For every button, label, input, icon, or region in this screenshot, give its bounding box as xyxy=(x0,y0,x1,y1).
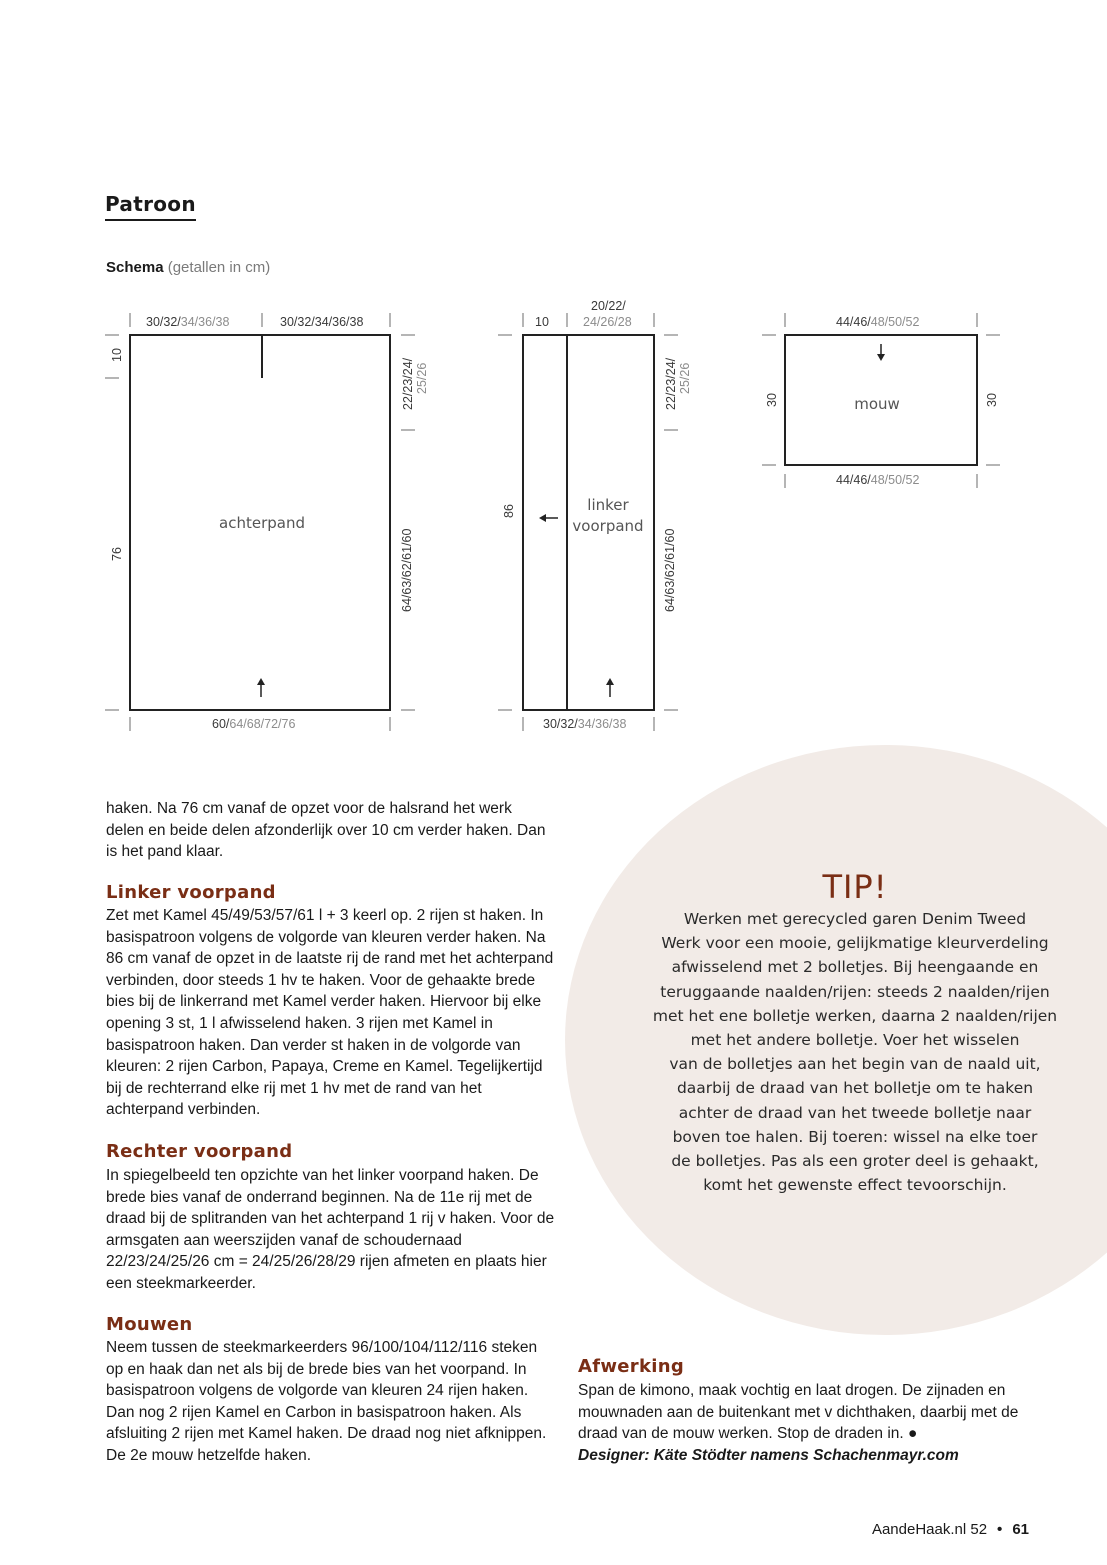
schema-subtitle: (getallen in cm) xyxy=(167,259,271,276)
linker-voorpand-heading: Linker voorpand xyxy=(106,882,276,903)
front-panel-label-line1: linker xyxy=(587,496,629,514)
linker-voorpand-text: Zet met Kamel 45/49/53/57/61 l + 3 keerl op. 2 rijen st haken. In basispatroon volgens de volgorde van kleuren verder haken. Na 86 cm vanaf de opzet in de laatste rij de rand met het achterpand verbinden, door steeds 1 hv te haken. Voor de gehaakte brede bies bij de linkerrand met Kamel verder haken. Hiervoor bij elke opening 3 st, 1 l afwisselend haken. 3 rijen met Kamel in basispatroon haken. Dan verder st haken in de volgorde van kleuren: 2 rijen Carbon, Papaya, Creme en Kamel. Tegelijkertijd bij de rechterrand elke rij met 1 hv met de rand van het achterpand verbinden. xyxy=(106,907,554,1119)
rechter-voorpand-heading: Rechter voorpand xyxy=(106,1141,293,1162)
afwerking-body: Span de kimono, maak vochtig en laat drogen. De zijnaden en mouwnaden aan de buitenkant met v dichthaken, daarbij met de draad van de mouw werken. Stop de draden in. ● xyxy=(578,1382,1019,1443)
back-left-upper-dim: 10 xyxy=(110,348,124,362)
front-right-upper-dim: 22/23/24/25/26 xyxy=(664,357,692,410)
back-right-upper-dim: 22/23/24/25/26 xyxy=(401,357,429,410)
intro-paragraph: haken. Na 76 cm vanaf de opzet voor de halsrand het werk delen en beide delen afzonderlijk over 10 cm verder haken. Dan is het pand klaar. xyxy=(106,800,546,861)
back-right-lower-dim: 64/63/62/61/60 xyxy=(400,528,414,612)
afwerking-text xyxy=(578,1380,1038,1466)
up-arrow-icon xyxy=(606,678,614,697)
afwerking-heading: Afwerking xyxy=(578,1356,685,1377)
pattern-heading: Patroon xyxy=(105,192,196,221)
front-top-wide-dim-line2: 24/26/28 xyxy=(583,315,632,329)
front-panel-label-line2: voorpand xyxy=(572,517,644,535)
mouwen-text: Neem tussen de steekmarkeerders 96/100/104/112/116 steken op en haak dan net als bij de brede bies van het voorpand. In basispatroon volgens de volgorde van kleuren 24 rijen haken. Dan nog 2 rijen Kamel en Carbon in basispatroon haken. Als afsluiting 2 rijen met Kamel haken. De draad nog niet afknippen. De 2e mouw hetzelfde haken. xyxy=(106,1339,547,1464)
down-arrow-icon xyxy=(877,344,885,361)
mouwen-heading: Mouwen xyxy=(106,1314,193,1335)
tip-title: TIP! xyxy=(822,868,888,906)
up-arrow-icon xyxy=(257,678,265,697)
tip-text: Werken met gerecycled garen Denim Tweed Werk voor een mooie, gelijkmatige kleurverdeling afwisselend met 2 bolletjes. Bij heengaande en teruggaande naalden/rijen: steeds 2 naalden/rijen met het ene bolletje werken, daarna 2 naalden/rijen met het andere bolletje. Voer het wisselen van de bolletjes aan het begin van de naald uit, daarbij de draad van het bolletje om te haken achter de draad van het tweede bolletje naar boven toe halen. Bij toeren: wissel na elke toer de bolletjes. Pas als een groter deel is gehaakt, komt het gewenste effect tevoorschijn. xyxy=(652,910,1058,1195)
front-panel-diagram xyxy=(502,299,692,731)
front-bottom-dim: 30/32/34/36/38 xyxy=(543,717,627,731)
back-panel-diagram xyxy=(110,315,429,731)
left-arrow-icon xyxy=(539,514,558,522)
back-top-right-dim: 30/32/34/36/38 xyxy=(280,315,364,329)
schema-diagrams xyxy=(0,0,1107,760)
sleeve-bottom-dim: 44/46/48/50/52 xyxy=(836,473,920,487)
sleeve-left-dim: 30 xyxy=(765,393,779,407)
front-right-lower-dim: 64/63/62/61/60 xyxy=(663,528,677,612)
rechter-voorpand-text: In spiegelbeeld ten opzichte van het linker voorpand haken. De brede bies vanaf de onderrand beginnen. Na de 11e rij met de draad bij de splitranden van het achterpand 1 rij v haken. Voor de armsgaten aan weerszijden vanaf de schoudernaad 22/23/24/25/26 cm = 24/25/26/28/29 rijen afmeten en plaats hier een steekmarkeerder. xyxy=(106,1167,555,1292)
sleeve-diagram xyxy=(765,315,999,487)
footer-bullet: • xyxy=(997,1521,1003,1538)
page-number: 61 xyxy=(1012,1521,1029,1538)
sleeve-right-dim: 30 xyxy=(985,393,999,407)
back-panel-label: achterpand xyxy=(219,514,305,532)
page-footer xyxy=(872,1521,1029,1538)
footer-site: AandeHaak.nl 52 xyxy=(871,1521,988,1538)
front-left-dim: 86 xyxy=(502,504,516,518)
front-top-wide-dim-line1: 20/22/ xyxy=(591,299,626,313)
back-top-left-dim: 30/32/34/36/38 xyxy=(146,315,230,329)
front-top-small-dim: 10 xyxy=(535,315,549,329)
back-bottom-dim: 60/64/68/72/76 xyxy=(212,717,296,731)
schema-label: Schema xyxy=(106,259,164,276)
sleeve-top-dim: 44/46/48/50/52 xyxy=(836,315,920,329)
designer-credit: Designer: Käte Stödter namens Schachenmayr.com xyxy=(578,1446,959,1464)
back-left-lower-dim: 76 xyxy=(110,547,124,561)
sleeve-label: mouw xyxy=(854,395,900,413)
